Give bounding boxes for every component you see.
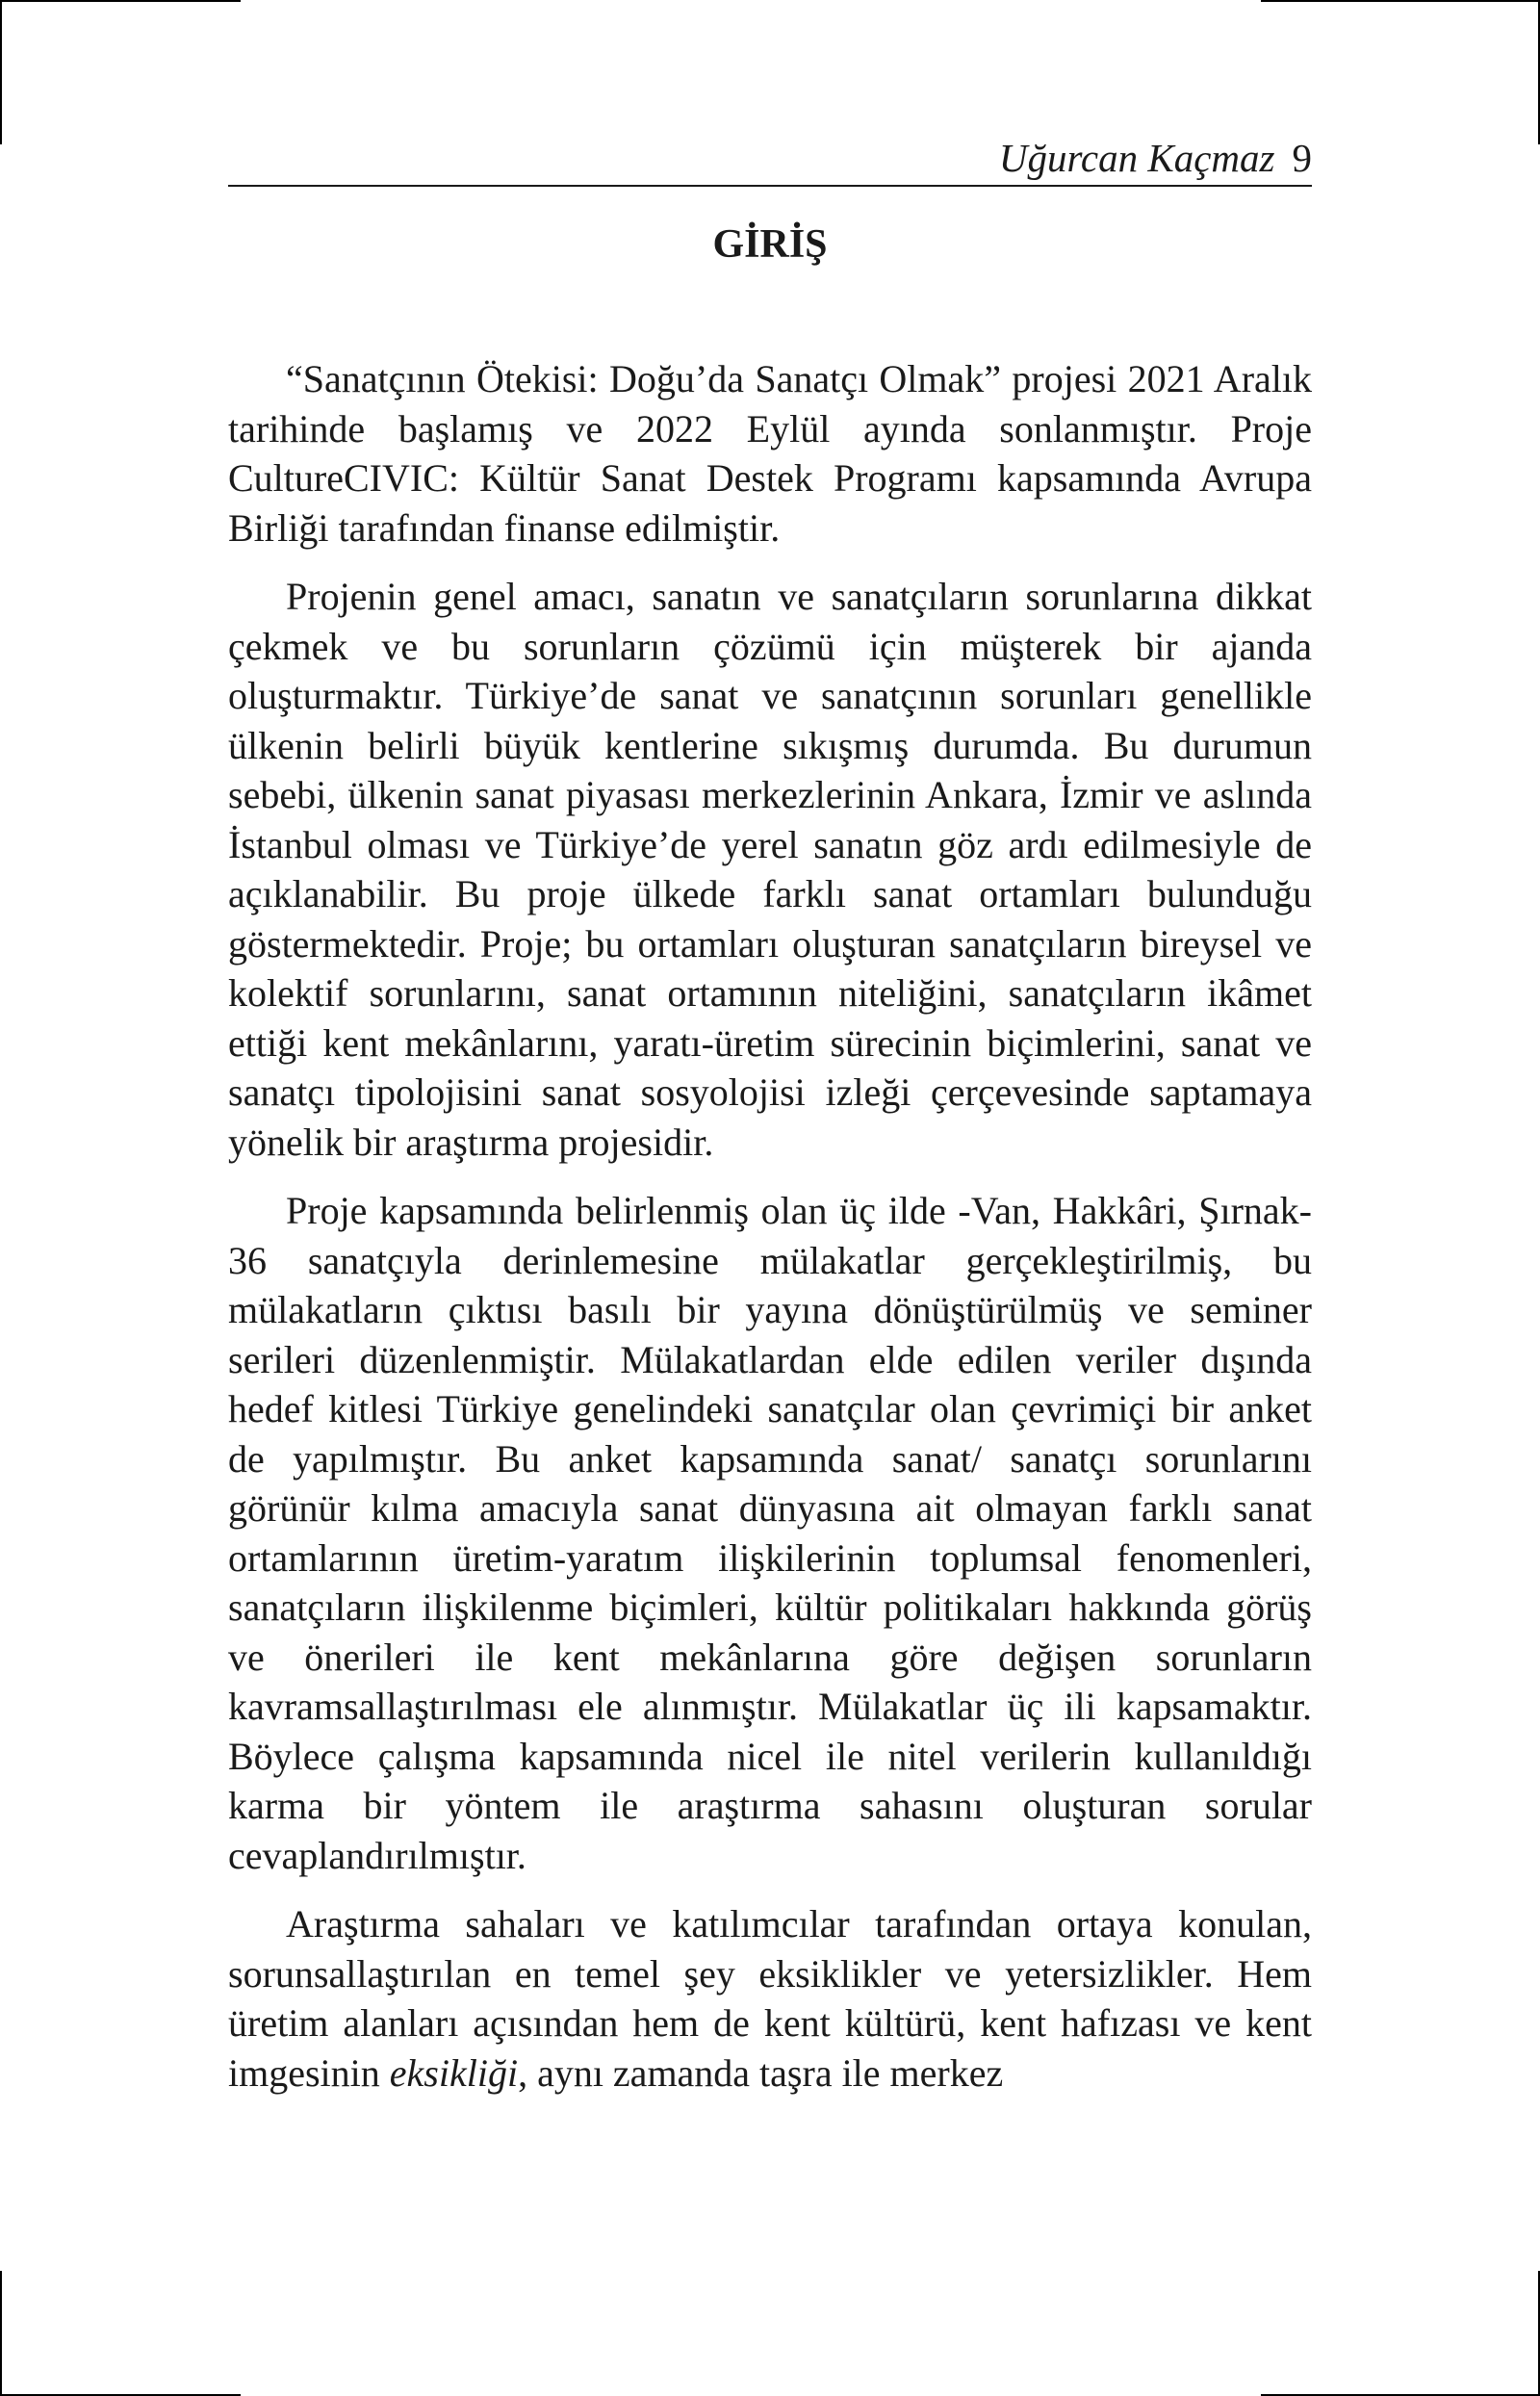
crop-mark-top-right-h [1261, 0, 1540, 2]
page-number: 9 [1292, 136, 1312, 180]
paragraph-1: “Sanatçının Ötekisi: Doğu’da Sanatçı Olmak” projesi 2021 Aralık tarihinde başlamış ve 2022 Eylül ayında sonlanmıştır. Proje CultureCIVIC: Kültür Sanat Destek Programı kapsamında Avrupa Birliği tarafından finanse edilmiştir. [228, 357, 1312, 550]
book-page [228, 135, 1312, 2117]
chapter-title: GİRİŞ [712, 222, 828, 267]
header-author: Uğurcan Kaçmaz [998, 136, 1275, 180]
paragraph-4-text-end: , aynı zamanda taşra ile merkez [518, 2050, 1004, 2095]
paragraph-4-text-start: Araştırma sahaları ve katılımcılar tarafından ortaya konulan, sorunsallaştırılan en temel şey eksiklikler ve yetersizlikler. Hem üretim alanları açısından hem de kent kültürü, kent hafızası ve kent imgesinin [228, 1902, 1312, 2095]
paragraph-2: Projenin genel amacı, sanatın ve sanatçıların sorunlarına dikkat çekmek ve bu sorunların çözümü için müşterek bir ajanda oluşturmaktır. Türkiye’de sanat ve sanatçının sorunları genellikle ülkenin belirli büyük kentlerine sıkışmış durumda. Bu durumun sebebi, ülkenin sanat piyasası merkezlerinin Ankara, İzmir ve aslında İstanbul olması ve Türkiye’de yerel sanatın göz ardı edilmesiyle de açıklanabilir. Bu proje ülkede farklı sanat ortamları bulunduğu göstermektedir. Proje; bu ortamları oluşturan sanatçıların bireysel ve kolektif sorunlarını, sanat ortamının niteliğini, sanatçıların ikâmet ettiği kent mekânlarını, yaratı-üretim sürecinin biçimlerini, sanat ve sanatçı tipolojisini sanat sosyolojisi izleği çerçevesinde saptamaya yönelik bir araştırma projesidir. [228, 575, 1312, 1164]
paragraph-3: Proje kapsamında belirlenmiş olan üç ilde -Van, Hakkâri, Şırnak- 36 sanatçıyla derinlemesine mülakatlar gerçekleştirilmiş, bu mülakatların çıktısı basılı bir yayına dönüştürülmüş ve seminer serileri düzenlenmiştir. Mülakatlardan elde edilen veriler dışında hedef kitlesi Türkiye genelindeki sanatçılar olan çevrimiçi bir anket de yapılmıştır. Bu anket kapsamında sanat/ sanatçı sorunlarını görünür kılma amacıyla sanat dünyasına ait olmayan farklı sanat ortamlarının üretim-yaratım ilişkilerinin toplumsal fenomenleri, sanatçıların ilişkilenme biçimleri, kültür politikaları hakkında görüş ve önerileri ile kent mekânlarına göre değişen sorunların kavramsallaştırılması ele alınmıştır. Mülakatlar üç ili kapsamaktır. Böylece çalışma kapsamında nicel ile nitel verilerin kullanıldığı karma bir yöntem ile araştırma sahasını oluşturan sorular cevaplandırılmıştır. [228, 1189, 1312, 1877]
body-text [228, 354, 1312, 2098]
crop-mark-top-left-h [0, 0, 241, 2]
running-header [228, 135, 1312, 187]
crop-mark-top-left-v [0, 0, 2, 144]
paragraph-4-emphasis: eksikliği [389, 2050, 519, 2095]
crop-mark-bottom-left-v [0, 2271, 2, 2396]
paragraph-4 [228, 1899, 1312, 2098]
